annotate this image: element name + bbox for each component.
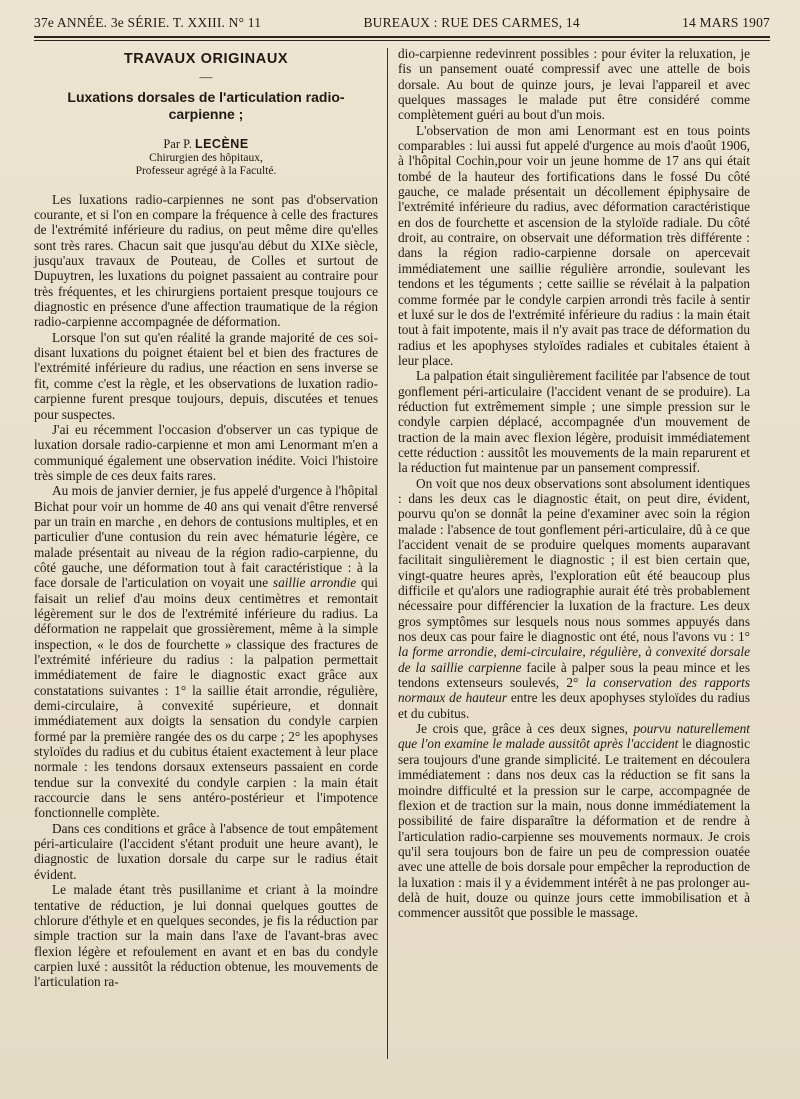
- left-column: [34, 46, 378, 1069]
- byline: [34, 137, 378, 152]
- affiliation-line-2: Professeur agrégé à la Faculté.: [135, 164, 277, 177]
- header-rule: [34, 36, 770, 41]
- section-title: TRAVAUX ORIGINAUX: [123, 51, 289, 67]
- paragraph: Dans ces conditions et grâce à l'absence de tout empâtement péri-articulaire (l'accident s'étant produit une heure avant), le diagnostic de luxation dorsale du carpe sur le radius était évident.: [34, 820, 378, 882]
- paragraph: Les luxations radio-carpiennes ne sont pas d'observation courante, et si l'on en compare la fréquence à celle des fractures de l'extrémité inférieure du radius, on peut même dire qu'elles sont très rares. Chacun sait que jusqu'au début du XIXe siècle, jusqu'aux travaux de Pouteau, de Colles et surtout de Dupuytren, les luxations du poignet passaient au contraire pour très fréquentes, et les chirurgiens portaient presque toujours ce diagnostic en présence d'une affection traumatique de la région radio-carpienne accompagnée de déformation.: [34, 191, 378, 330]
- running-header: [34, 12, 770, 34]
- header-date: 14 MARS 1907: [682, 15, 770, 30]
- paragraph: La palpation était singulièrement facilitée par l'absence de tout gonflement péri-articulaire (l'accident venant de se produire). La réduction fut extrêmement simple ; une simple pression sur le condyle carpien déplacé, accompagnée d'un mouvement de traction de la main avec flexion légère, produisit immédiatement cette réduction : aussitôt les mouvements de la main reparurent et la réduction fut maintenue par un pansement compressif.: [398, 368, 750, 476]
- paragraph: [34, 483, 378, 821]
- column-divider: [387, 48, 388, 1059]
- right-column: [398, 46, 750, 1069]
- paragraph-continued: dio-carpienne redevinrent possibles : pour éviter la reluxation, je fis un pansement ouaté compressif avec une attelle de bois dorsale. Au bout de quinze jours, je levai l'appareil et avec quelques massages le malade put être considéré comme complètement guéri au bout d'un mois.: [398, 46, 750, 123]
- text-run: Je crois que, grâce à ces deux signes,: [416, 721, 634, 737]
- italic-text: pourvu naturellement que l'on examine le malade aussitôt après l'accident: [398, 721, 750, 752]
- header-volume: 37e ANNÉE. 3e SÉRIE. T. XXIII. N° 11: [34, 15, 262, 30]
- author-affiliation: [34, 152, 378, 178]
- text-run: qui faisait un relief d'au moins deux centimètres et remontait légèrement sur le dos de l'extrémité inférieure du radius. La déformation ne rappelait que grossièrement, même à la simple inspection, « le dos de fourchette » classique des fractures de l'extrémité inférieure du radius : la palpation permettait immédiatement de faire le diagnostic exact grâce aux constatations suivantes : 1° la saillie était arrondie, régulière, demi-circulaire, à convexité supérieure, et donnait immédiatement aux doigts la sensation du condyle carpien formé par la première rangée des os du carpe ; 2° les apophyses styloïdes du radius et du cubitus étaient exactement à leur place normale : les tendons dorsaux extenseurs passaient en corde tendue sur la convexité du condyle carpien : la main était raccourcie dans le sens antéro-postérieur et l'impotence fonctionnelle complète.: [34, 575, 378, 821]
- author-name: LECÈNE: [194, 136, 249, 151]
- italic-text: la forme arrondie, demi-circulaire, régulière, à convexité dorsale de la saillie carpienne: [398, 644, 750, 675]
- text-run: entre les deux apophyses styloïdes du radius et du cubitus.: [398, 690, 750, 721]
- paragraph: J'ai eu récemment l'occasion d'observer un cas typique de luxation dorsale radio-carpienne et mon ami Lenormant m'en a communiqué également une observation inédite. Voici l'histoire très simple de ces deux faits rares.: [34, 421, 378, 483]
- section-dash: —: [199, 69, 213, 85]
- paragraph: L'observation de mon ami Lenormant est en tous points comparables : lui aussi fut appelé d'urgence au mois d'août 1906, à l'hôpital Cochin,pour voir un jeune homme de 17 ans qui était tombé de la hauteur des fortifications dans le fossé Du côté gauche, ce malade présentait un décollement épiphysaire de l'extrémité inférieure du radius, avec déformation caractéristique en dos de fourchette et ascension de la styloïde radiale. Du côté droit, au contraire, on observait une déformation très différente : dans la région radio-carpienne dorsale on apercevait immédiatement une saillie régulière arrondie, soulevant les tendons et les téguments ; cette saillie se révélait à la palpation comme formée par le condyle carpien arrondi très facile à sentir et luxé sur le dos de l'extrémité inférieure du radius : la main était tout à fait impotente, mais il n'y avait pas trace de déformation du radius et les apophyses styloïdes radiales et cubitales étaient à leur place.: [398, 122, 750, 368]
- text-run: le diagnostic sera toujours d'une grande simplicité. Le traitement en découlera immédiatement : dans nos deux cas la réduction se fit sans la moindre difficulté et la pression sur le carpe, accompagnée de flexion et de traction sur la main, nous donne immédiatement la possibilité de faire disparaître la déformation et de rendre à l'articulation radio-carpienne ses mouvements normaux. Je crois qu'il sera toujours bon de faire un peu de compression ouatée avec une attelle de bois dorsale pour empêcher la reproduction de la luxation : mais il y a évidemment intérêt à ne pas prolonger au-delà de huit, douze ou quinze jours cette immobilisation et à commencer aussitôt que possible le massage.: [398, 736, 750, 921]
- paragraph: Le malade étant très pusillanime et criant à la moindre tentative de réduction, je lui donnai quelques gouttes de chlorure d'éthyle et en quelques secondes, je fis la réduction par simple traction sur la main dans l'axe de l'avant-bras avec flexion légère et refoulement en avant et en bas du condyle carpien luxé : aussitôt la réduction obtenue, les mouvements de l'articulation ra-: [34, 882, 378, 990]
- paragraph: Lorsque l'on sut qu'en réalité la grande majorité de ces soi-disant luxations du poignet étaient bel et bien des fractures de l'extrémité inférieure du radius, une réaction en sens inverse se fit, comme c'est la règle, et les observations de luxation radio-carpienne furent presque toujours, depuis, discutées et tenues pour suspectes.: [34, 329, 378, 422]
- text-run: facile à palper sous la peau mince et les tendons extenseurs soulevés, 2°: [398, 659, 750, 691]
- text-run: On voit que nos deux observations sont absolument identiques : dans les deux cas le diagnostic était, on peut dire, évident, pourvu qu'on se donnât la peine d'examiner avec soin la région malade : l'absence de tout gonflement péri-articulaire, dû à ce que l'accident venait de se produire quelques moments auparavant facilitait singulièrement le diagnostic ; il est bien certain que, vingt-quatre heures après, l'exploration eût été beaucoup plus difficile et qu'alors une radiographie aurait été très probablement nécessaire pour différencier la luxation de la fracture. Les deux gros symptômes sur lesquels nous nous sommes appuyés dans nos deux cas pour faire le diagnostic ont été, nous l'avons vu : 1°: [398, 475, 750, 645]
- italic-text: saillie arrondie: [272, 575, 357, 591]
- affiliation-line-1: Chirurgien des hôpitaux,: [149, 151, 263, 164]
- paragraph: [398, 476, 750, 722]
- text-run: Au mois de janvier dernier, je fus appelé d'urgence à l'hôpital Bichat pour voir un homme de 40 ans qui venait d'être renversé par un train en marche , en dehors de contusions multiples, et en particulier d'une contusion du rein avec hématurie légère, ce malade présentait au niveau de la région radio-carpienne, du côté gauche, une déformation tout à fait caractéristique : à la face dorsale de l'articulation on voyait une: [34, 483, 378, 591]
- byline-prefix: Par P.: [163, 136, 195, 151]
- italic-text: la conservation des rapports normaux de hauteur: [398, 675, 750, 706]
- paragraph: [398, 721, 750, 920]
- header-address: BUREAUX : RUE DES CARMES, 14: [363, 15, 580, 30]
- article-title: Luxations dorsales de l'articulation radio-carpienne ;: [67, 88, 345, 122]
